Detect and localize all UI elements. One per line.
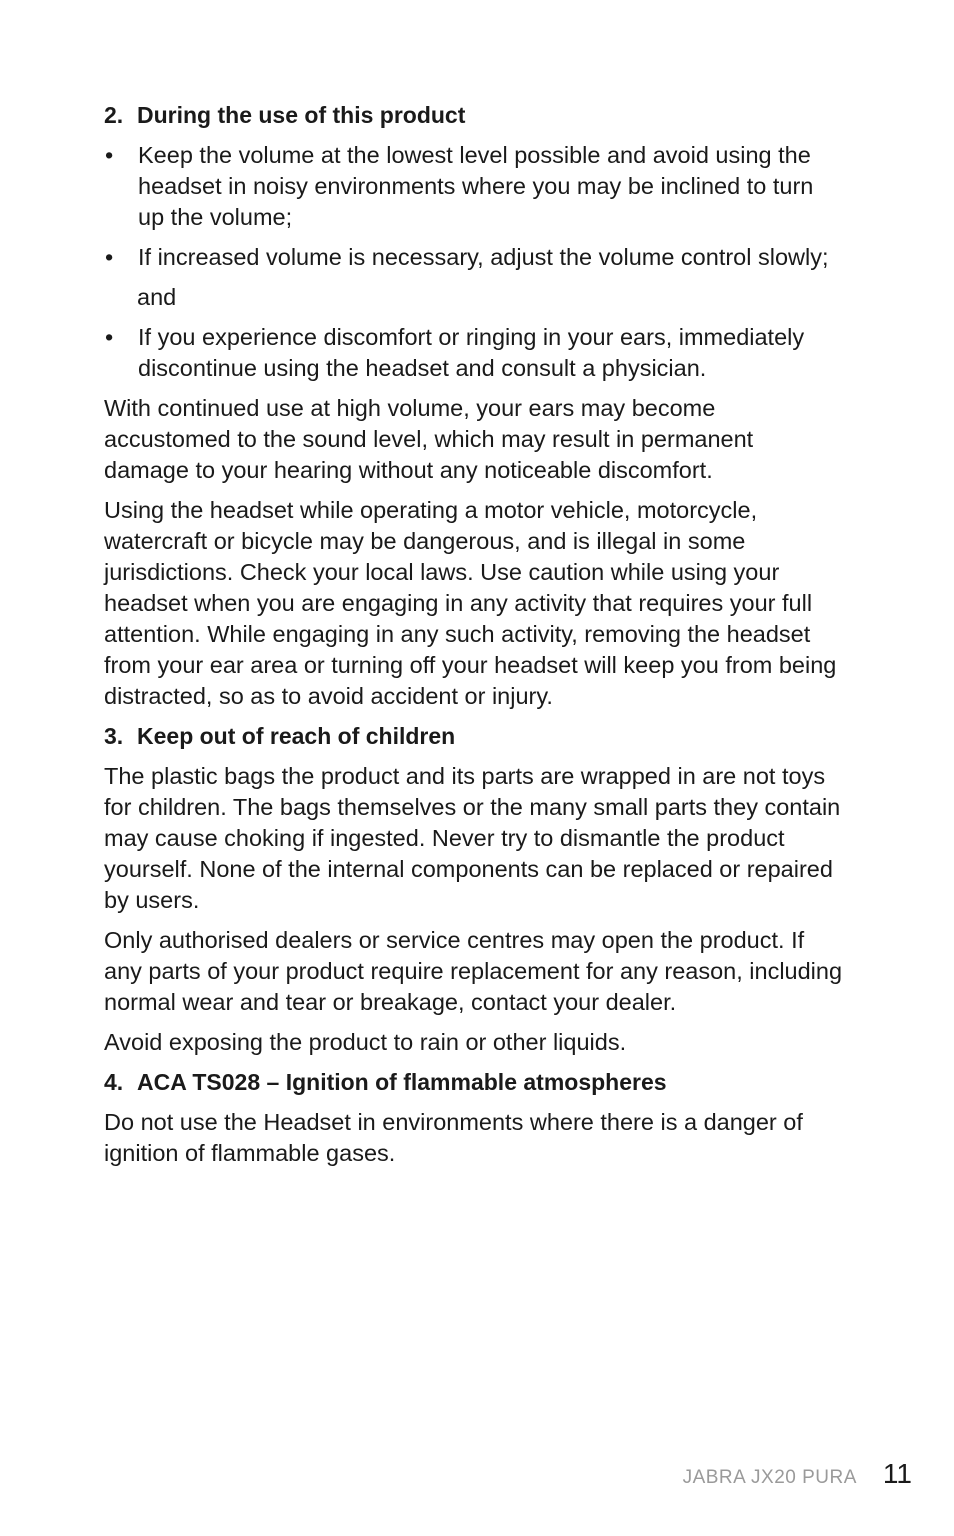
document-page bbox=[104, 100, 844, 1178]
section-number: 2. bbox=[104, 102, 124, 128]
body-paragraph: The plastic bags the product and its parts are wrapped in are not toys for children. The bags themselves or the many small parts they contain may cause choking if ingested. Never try to dismantle the product yourself. None of the internal components can be replaced or repaired by users. bbox=[104, 763, 841, 913]
bullet-icon: • bbox=[105, 142, 114, 168]
body-paragraph: With continued use at high volume, your ears may become accustomed to the sound level, which may result in permanent damage to your hearing without any noticeable discomfort. bbox=[104, 395, 754, 483]
list-item-text: If increased volume is necessary, adjust the volume control slowly; bbox=[138, 244, 829, 270]
page-number: 11 bbox=[882, 1458, 912, 1489]
body-paragraph: Do not use the Headset in environments where there is a danger of ignition of flammable gases. bbox=[104, 1109, 803, 1166]
section-number: 3. bbox=[104, 723, 124, 749]
section-heading-2 bbox=[104, 100, 844, 131]
body-paragraph: Avoid exposing the product to rain or other liquids. bbox=[104, 1029, 627, 1055]
section-heading-4 bbox=[104, 1067, 844, 1098]
list-item bbox=[104, 322, 844, 384]
section-heading-3 bbox=[104, 721, 844, 752]
list-item-text: Keep the volume at the lowest level possible and avoid using the headset in noisy environments where you may be inclined to turn up the volume; bbox=[138, 142, 814, 230]
body-paragraph: Using the headset while operating a motor vehicle, motorcycle, watercraft or bicycle may be dangerous, and is illegal in some jurisdictions. Check your local laws. Use caution while using your headset when you are engaging in any activity that requires your full attention. While engaging in any such activity, removing the headset from your ear area or turning off your headset will keep you from being distracted, so as to avoid accident or injury. bbox=[104, 497, 837, 709]
bullet-icon: • bbox=[105, 324, 114, 350]
list-item-text: If you experience discomfort or ringing in your ears, immediately discontinue using the headset and consult a physician. bbox=[138, 324, 805, 381]
body-paragraph: Only authorised dealers or service centres may open the product. If any parts of your product require replacement for any reason, including normal wear and tear or breakage, contact your dealer. bbox=[104, 927, 843, 1015]
section-title: Keep out of reach of children bbox=[137, 723, 456, 749]
list-item bbox=[104, 242, 844, 273]
section-title: ACA TS028 – Ignition of flammable atmospheres bbox=[137, 1069, 667, 1095]
page-footer bbox=[683, 1458, 912, 1490]
bullet-icon: • bbox=[105, 244, 114, 270]
section-title: During the use of this product bbox=[137, 102, 466, 128]
footer-brand: JABRA JX20 PURA bbox=[682, 1467, 857, 1488]
section-number: 4. bbox=[104, 1069, 124, 1095]
list-item bbox=[104, 140, 844, 233]
list-connector: and bbox=[137, 284, 177, 310]
